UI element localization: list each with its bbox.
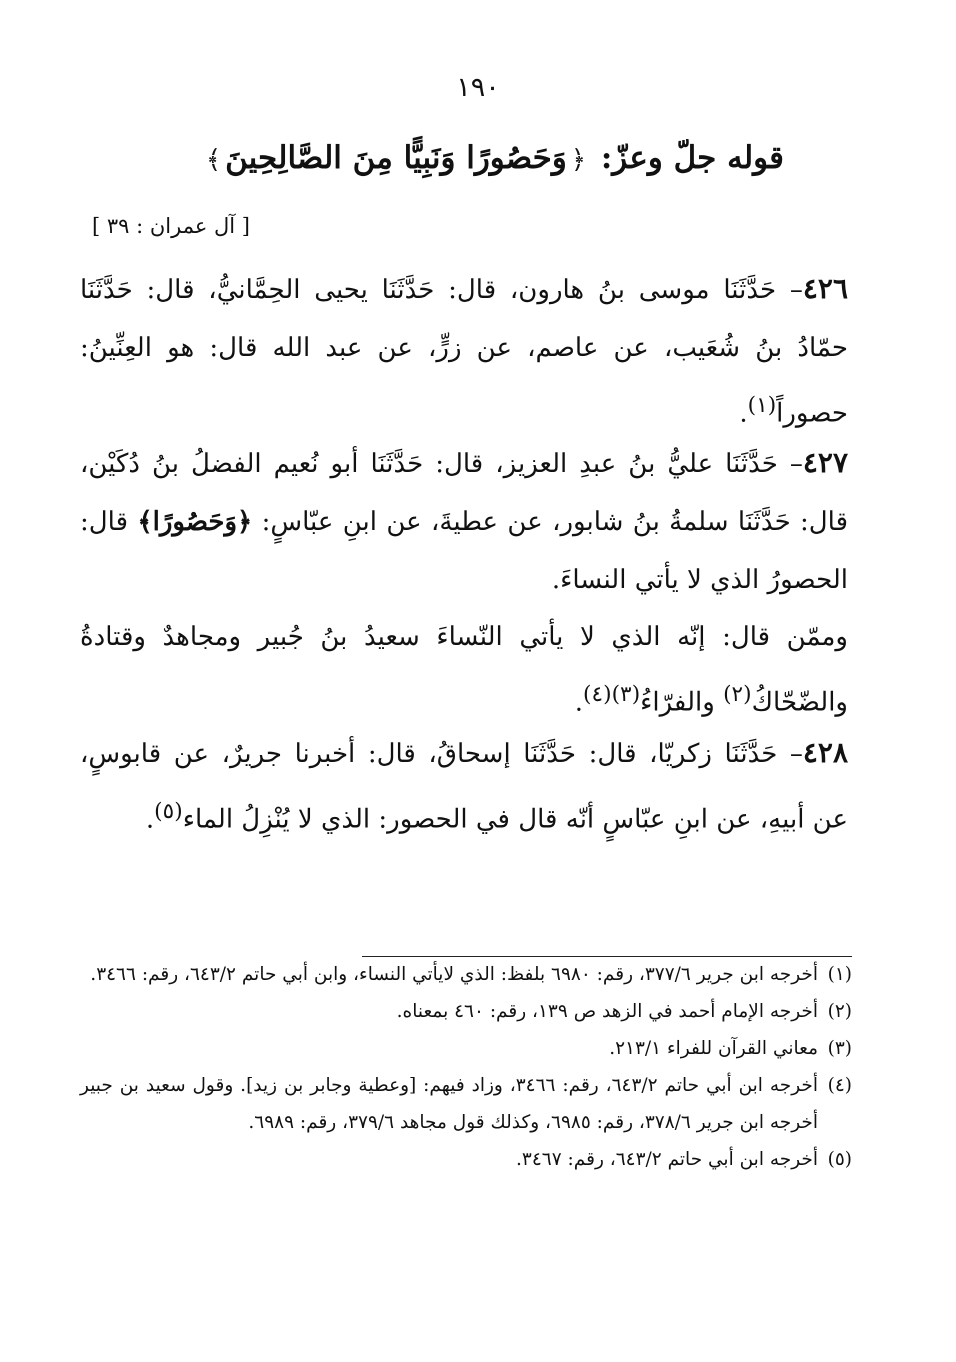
narration-end: . (145, 804, 155, 835)
footnote-text: معاني القرآن للفراء ٢١٣/١. (609, 1038, 818, 1059)
narration-end: . (739, 398, 748, 429)
heading-prefix: قوله جلّ وعزّ: (600, 140, 784, 176)
footnote-item (80, 993, 852, 1030)
footnote-text: أخرجه ابن أبي حاتم ٦٤٣/٢، رقم: ٣٤٦٦، وزاد فيهم: [وعطية وجابر بن زيد]. وقول سعيد بن جبير أخرجه ابن جرير ٣٧٨/٦، رقم: ٦٩٨٥، وكذلك قول مجاهد ٣٧٩/٦، رقم: ٦٩٨٩. (80, 1075, 818, 1133)
section-heading (150, 140, 784, 176)
narration-426 (80, 260, 848, 443)
footnote-item (80, 1030, 852, 1067)
heading-verse: وَحَصُورًا وَنَبِيًّا مِنَ الصَّالِحِينَ (225, 140, 567, 176)
verse-reference: [ آل عمران : ٣٩ ] (91, 214, 250, 238)
footnote-ref: (٥) (154, 799, 183, 824)
commentary-paragraph (80, 608, 848, 732)
page-number: ١٩٠ (456, 72, 500, 103)
footnote-item (80, 956, 852, 993)
footnote-item (80, 1067, 852, 1141)
quran-word: وَحَصُورًا (152, 507, 237, 537)
narration-number: ٤٢٦ (802, 272, 848, 305)
narration-text: – حَدَّثَنَا موسى بنُ هارون، قال: حَدَّثَنَا يحيى الحِمَّانيُّ، قال: حَدَّثَنَا حمّادُ بنُ شُعَيب، عن عاصم، عن زرٍّ، عن عبد الله قال: هو العِنِّينُ: حصوراً (80, 275, 848, 429)
footnotes (80, 956, 852, 1178)
footnote-text: أخرجه ابن أبي حاتم ٦٤٣/٢، رقم: ٣٤٦٧. (516, 1149, 818, 1170)
narration-428 (80, 724, 848, 849)
narration-text: – حَدَّثَنَا عليُّ بنُ عبدِ العزيز، قال: حَدَّثَنَا أبو نُعيم الفضلُ بنُ دُكَيْن، قال: حَدَّثَنَا سلمةُ بنُ شابور، عن عطيةَ، عن ابنِ عبّاسٍ: (80, 449, 849, 537)
narration-number: ٤٢٧ (802, 446, 848, 479)
commentary-end: . (574, 687, 584, 718)
footnote-text: أخرجه الإمام أحمد في الزهد ص ١٣٩، رقم: ٤٦٠ بمعناه. (396, 1001, 818, 1022)
footnote-number: (٢) (827, 1001, 852, 1022)
ornate-bracket-open: ﴿ (237, 507, 253, 537)
narration-number: ٤٢٨ (802, 736, 848, 769)
narration-427 (80, 434, 848, 609)
footnote-item (80, 1141, 852, 1178)
ornate-bracket-close: ﴾ (205, 145, 222, 175)
narration-rest: قال: الحصورُ الذي لا يأتي النساءَ. (80, 507, 848, 595)
commentary-text: وممّن قال: إنّه الذي لا يأتي النّساءَ سعيدُ بنُ جُبير ومجاهدٌ وقتادةُ والضّحّاكُ (80, 622, 848, 718)
footnote-ref: (٣)(٤) (583, 682, 641, 707)
footnote-number: (٣) (827, 1038, 852, 1059)
footnote-number: (١) (827, 964, 852, 985)
footnote-ref: (٢) (723, 682, 752, 707)
footnote-text: أخرجه ابن جرير ٣٧٧/٦، رقم: ٦٩٨٠ بلفظ: الذي لايأتي النساء، وابن أبي حاتم ٦٤٣/٢، رقم: ٣٤٦٦. (90, 964, 818, 985)
footnote-number: (٥) (827, 1149, 852, 1170)
footnote-number: (٤) (827, 1075, 852, 1096)
ornate-bracket-open: ﴿ (570, 145, 587, 175)
footnote-ref: (١) (747, 393, 777, 418)
commentary-middle: والفرّاءُ (640, 687, 724, 718)
ornate-bracket-close: ﴾ (137, 507, 153, 537)
narration-text: – حَدَّثَنَا زكريّا، قال: حَدَّثَنَا إسحاقُ، قال: أخبرنا جريرٌ، عن قابوسٍ، عن أبيهِ، عن ابنِ عبّاسٍ أنّه قال في الحصور: الذي لا يُنْزِلُ الماء (80, 739, 848, 835)
